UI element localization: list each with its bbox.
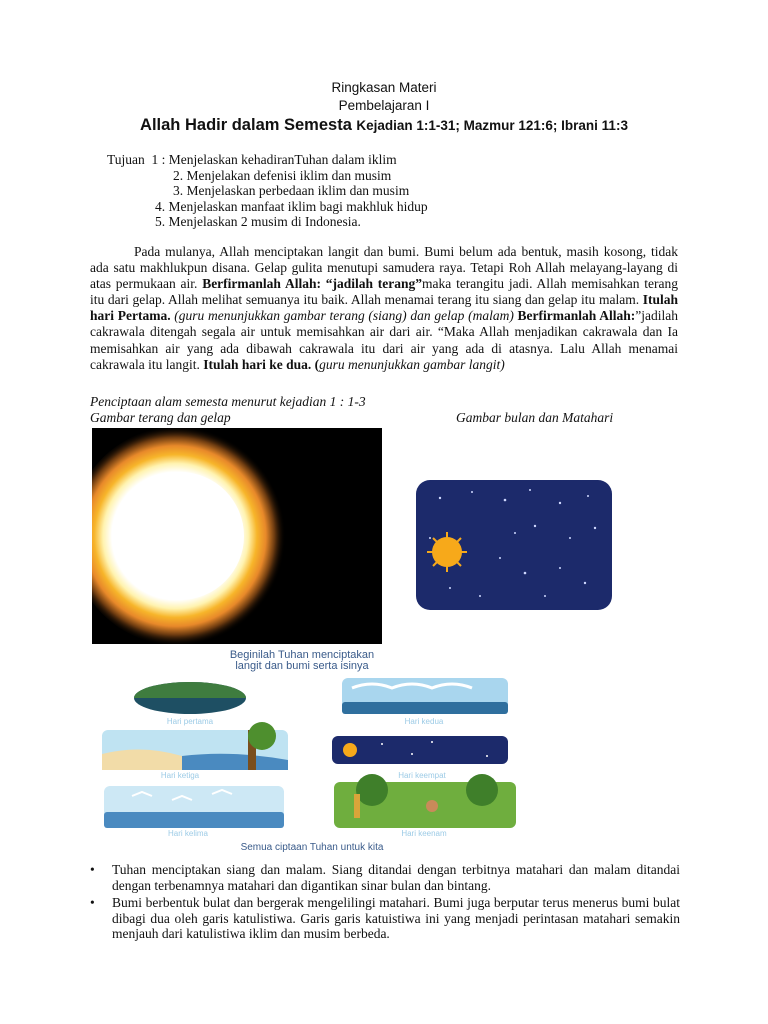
day4-label: Hari keempat	[398, 771, 446, 780]
header-line2: Pembelajaran I	[338, 98, 430, 113]
para-bold: Berfirmanlah Allah:	[513, 308, 636, 324]
para-bold: Berfirmanlah Allah: “jadilah terang”	[202, 276, 423, 292]
para-italic: (guru menunjukkan gambar terang (siang) dan gelap (malam)	[170, 308, 514, 324]
moon-sun-image	[410, 478, 616, 612]
creation-image-footer: Semua ciptaan Tuhan untuk kita	[240, 842, 384, 853]
day6-tile	[334, 774, 516, 838]
day2-label: Hari kedua	[404, 717, 444, 726]
day1-tile	[134, 682, 246, 726]
title-references: Kejadian 1:1-31; Mazmur 121:6; Ibrani 11:3	[356, 118, 628, 133]
goal-item: 1 : Menjelaskan kehadiranTuhan dalam iklim	[151, 152, 397, 167]
para-bold: Itulah hari ke dua. (	[203, 356, 320, 372]
goal-row	[107, 214, 428, 230]
bullet-dot-icon: •	[90, 895, 95, 911]
creation-image-title-1: Beginilah Tuhan menciptakan	[229, 649, 375, 661]
document-title	[0, 116, 768, 135]
caption-moon-sun: Gambar bulan dan Matahari	[456, 410, 614, 425]
para-text: ”jadilah cakrawala ditengah segala air untuk memisahkan air dari air. “Maka Allah menjadikan cakrawala dan Ia memisahkan air yang ada dibawah cakrawala itu dari air yang ada di atasnya. Lalu Allah menamai cakrawala itu langit.	[90, 308, 679, 372]
goal-item: 4. Menjelaskan manfaat iklim bagi makhluk hidup	[155, 198, 428, 214]
para-text: maka terangitu jadi. Allah memisahkan terang itu dari gelap. Allah melihat semuanya itu baik. Allah menamai terang itu siang dan gelap itu malam.	[90, 276, 679, 308]
caption-creation: Penciptaan alam semesta menurut kejadian 1 : 1-3	[90, 394, 366, 409]
day4-tile	[332, 736, 508, 780]
bullet-list	[90, 862, 680, 944]
day1-label: Hari pertama	[166, 717, 214, 726]
body-paragraph	[90, 244, 678, 373]
caption-light-dark: Gambar terang dan gelap	[90, 410, 231, 425]
day5-tile	[104, 786, 284, 838]
title-main: Allah Hadir dalam Semesta	[140, 116, 352, 134]
bullet-item	[90, 895, 680, 942]
day2-tile	[342, 678, 508, 726]
goal-row	[107, 152, 428, 168]
creation-days-image	[92, 644, 542, 854]
goal-row	[107, 199, 428, 215]
goals-list	[107, 152, 428, 230]
header-line1: Ringkasan Materi	[331, 80, 437, 95]
goal-row	[107, 168, 428, 184]
goal-item: 5. Menjelaskan 2 musim di Indonesia.	[155, 214, 361, 230]
goal-row	[107, 183, 428, 199]
para-text: Pada mulanya, Allah menciptakan langit dan bumi. Bumi belum ada bentuk, masih kosong, tidak ada satu makhlukpun disana. Gelap gulita menutupi samudera raya. Tetapi Roh Allah melayang-layang di atas permukaan air.	[90, 244, 678, 292]
day5-label: Hari kelima	[167, 829, 209, 838]
creation-image-title-2: langit dan bumi serta isinya	[235, 660, 369, 672]
bullet-text: Tuhan menciptakan siang dan malam. Siang ditandai dengan terbitnya matahari dan malam ditandai dengan terbenamnya matahari dan digantikan sinar bulan dan bintang.	[112, 862, 680, 893]
para-bold: Itulah hari Pertama.	[90, 292, 678, 324]
bullet-dot-icon: •	[90, 862, 95, 877]
bullet-text: Bumi berbentuk bulat dan bergerak mengelilingi matahari. Bumi juga berputar terus menerus bumi bulat dibagi dua oleh garis katulistiwa. Garis garis katuistiwa ini yang menjadi perintasan matahari semakin menjauh dari katulistiwa iklim dan musim berbeda.	[112, 895, 680, 942]
day3-label: Hari ketiga	[160, 771, 200, 780]
day3-tile	[102, 722, 288, 780]
day6-label: Hari keenam	[401, 829, 447, 838]
para-italic: guru menunjukkan gambar langit)	[319, 356, 505, 372]
glowing-sun-image	[92, 428, 382, 644]
goal-item: 2. Menjelakan defenisi iklim dan musim	[173, 167, 392, 183]
goals-label: Tujuan	[107, 152, 145, 167]
bullet-item	[90, 862, 680, 893]
goal-item: 3. Menjelaskan perbedaan iklim dan musim	[173, 183, 410, 199]
